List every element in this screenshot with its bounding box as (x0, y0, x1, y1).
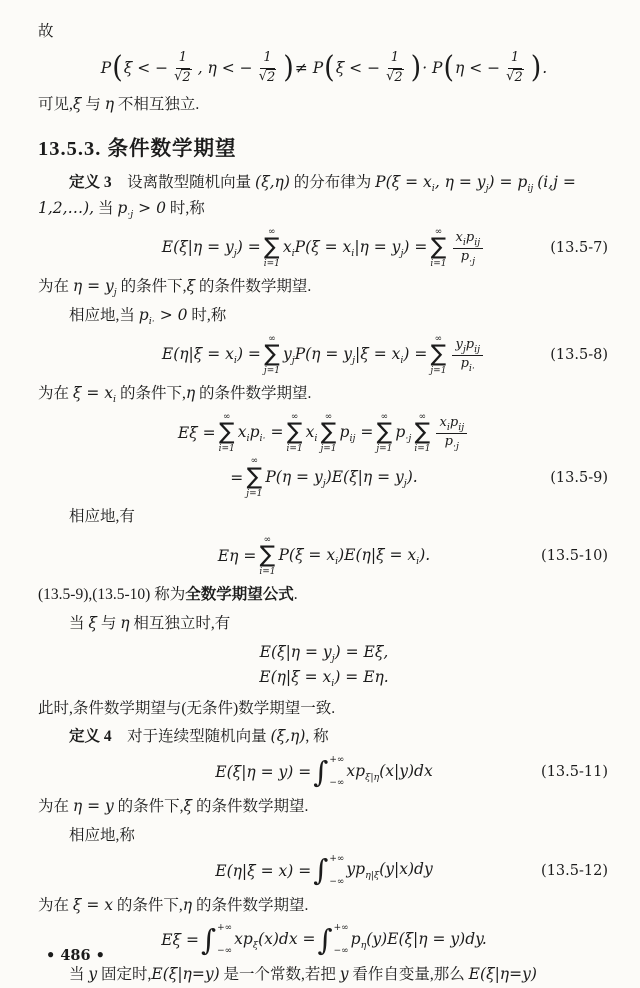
equation-label: (13.5-12) (541, 862, 608, 879)
equation-row (38, 755, 610, 789)
equation-body: P ( ξ < − 1 √ 2 , η < − 1 √ 2 ) ≠ P ( ξ < − 1 √ 2 ) · P ( η < − 1 √ 2 ) . (100, 49, 548, 85)
math-inline: $P(\xi = x_i$, $\eta = y_j) = p_{ij}$ (375, 173, 534, 195)
math-run: $E(\xi|\eta = y_j) = E\xi$, (259, 643, 389, 665)
equation-row (38, 50, 610, 87)
text-run: 时,称 (187, 306, 227, 324)
math-inline: (i,j = 1,2,…), (38, 173, 576, 217)
math-inline: y (88, 965, 98, 984)
text-run: 的条件下, (116, 385, 186, 403)
sqrt-radical: √ 2 (174, 68, 191, 85)
math-inline: ξ = x (72, 895, 114, 914)
summation: ∞ ∑ j=1 (246, 456, 263, 499)
equation-label: (13.5-7) (550, 239, 608, 256)
math-inline: ξ (183, 797, 193, 816)
math-inline: η (120, 613, 130, 632)
math-run: $x_ip_{i\cdot}$ = (237, 422, 284, 444)
text-run: 的分布律为 (289, 174, 376, 192)
equation-body (230, 456, 417, 499)
equation-label: (13.5-11) (541, 764, 608, 781)
text-run: 相应地,称 (69, 826, 135, 844)
math-inline: ξ (186, 277, 196, 296)
text-run: 的条件数学期望. (192, 896, 309, 914)
math-run: · P (422, 59, 443, 78)
math-run: η < − (455, 59, 501, 78)
summation: ∞ ∑ j=1 (320, 411, 337, 455)
math-run: $x_iP(\xi = x_i|\eta = y_j)$ = (282, 237, 428, 259)
paragraph (38, 170, 610, 221)
summation: ∞ ∑ i=1 (286, 411, 303, 455)
text-run: 相应地,当 (69, 306, 139, 324)
text-run: 为在 (38, 896, 73, 914)
math-inline: E(ξ|η=y) (468, 965, 537, 984)
equation-body (218, 535, 430, 578)
equation-block (38, 535, 610, 578)
paragraph (38, 794, 610, 820)
fraction: 1 √ 2 (386, 49, 403, 85)
sqrt-radical: √ 2 (258, 68, 276, 85)
text-run: 定义 4 (69, 728, 112, 746)
fraction: 1 √ 2 (174, 49, 191, 85)
equation-body (260, 643, 389, 663)
math-inline: η (185, 384, 196, 403)
equation-label: (13.5-10) (541, 547, 608, 564)
math-run: $y_jP(\eta = y_j|\xi = x_i)$ = (282, 344, 428, 366)
text-run: 故 (38, 23, 54, 40)
summation: ∞ ∑ j=1 (263, 333, 280, 376)
summation: ∞ ∑ j=1 (376, 411, 393, 455)
text-run: 的条件下, (113, 896, 183, 914)
text-run: 当 (69, 966, 89, 984)
equation-label: (13.5-8) (550, 346, 608, 363)
section-heading (38, 131, 610, 161)
math-run: Eξ = (161, 931, 200, 950)
text-run: 不相互独立. (114, 95, 200, 113)
math-inline: ξ (88, 613, 97, 632)
paragraph (38, 696, 610, 722)
math-inline: $\xi = x_i$ (72, 384, 117, 405)
equation-body (178, 412, 470, 455)
equation-body (162, 227, 486, 270)
equation-body (259, 668, 388, 688)
math-inline: $p_{i\cdot} > 0$ (138, 305, 188, 327)
fraction: 1 √ 2 (506, 49, 523, 85)
text-run: 全数学期望公式 (185, 586, 294, 604)
text-run: 为在 (38, 278, 73, 296)
summation: ∞ ∑ i=1 (430, 226, 447, 269)
equation-block (38, 412, 610, 499)
text-run: 相互独立时,有 (129, 614, 231, 632)
math-run: E(ξ|η = y) = (215, 763, 312, 782)
equation-block (38, 923, 610, 957)
math-run: $E(\xi|\eta = y_j)$ = (161, 237, 261, 259)
text-run: (13.5-9),(13.5-10) 称为 (38, 586, 186, 604)
math-run: $p_{\cdot j}$ (395, 422, 412, 444)
summation: ∞ ∑ j=1 (430, 333, 447, 376)
equation-row (38, 227, 610, 270)
equation-body (162, 334, 486, 377)
text-run: 当 (94, 199, 118, 217)
equation-block (38, 227, 610, 270)
math-inline: η (182, 895, 193, 914)
math-run: $P(\xi = x_i)E(\eta|\xi = x_i)$. (278, 545, 431, 567)
text-run: 是一个常数,若把 (219, 966, 340, 984)
paragraph (38, 893, 610, 919)
equation-block (38, 50, 610, 87)
text-run: 与 (81, 95, 105, 113)
equation-body (215, 855, 432, 887)
math-run: , η < − (197, 59, 253, 78)
paragraph (38, 962, 610, 988)
math-run: $E(\eta|\xi = x_i) = E\eta$. (259, 668, 389, 690)
summation: ∞ ∑ i=1 (218, 411, 235, 455)
math-inline: $\eta = y_j$ (72, 277, 117, 298)
math-run: P (100, 59, 112, 78)
integral: ∫ +∞ −∞ (317, 922, 349, 957)
text-run: 13.5.3. 条件数学期望 (38, 138, 237, 161)
paragraph (38, 303, 610, 329)
integral: ∫ +∞ −∞ (201, 922, 233, 957)
summation: ∞ ∑ i=1 (259, 534, 276, 577)
paragraph (38, 823, 610, 849)
text-run: 为在 (38, 798, 73, 816)
page-content (38, 19, 610, 988)
equation-block (38, 334, 610, 377)
sqrt-radical: √ 2 (386, 68, 403, 85)
sqrt-radical: √ 2 (506, 68, 523, 85)
math-run: $p_{ij}$ = (339, 422, 374, 444)
text-run: 时,称 (165, 199, 205, 217)
equation-row (38, 854, 610, 888)
text-run: 的条件下, (113, 798, 184, 816)
math-inline: η = y (72, 797, 114, 816)
math-run: ξ < − (123, 59, 169, 78)
fraction: $\frac{x_ip_{ij}}{p_{\cdot j}}$ (436, 415, 467, 452)
integral: ∫ +∞ −∞ (313, 853, 345, 887)
paragraph (38, 381, 610, 407)
math-inline: ξ (72, 94, 82, 113)
text-run: 的条件数学期望. (195, 385, 312, 403)
math-run: $yp_{\eta|\xi}(y|x)dy$ (346, 860, 433, 882)
math-run: $p_\eta(y)E(\xi|\eta = y)dy$. (350, 930, 487, 951)
equation-row (38, 667, 610, 691)
text-run: 设离散型随机向量 (111, 174, 256, 192)
equation-row (38, 456, 610, 499)
equation-row (38, 412, 610, 455)
text-run: 的条件数学期望. (192, 798, 309, 816)
fraction: $\frac{x_ip_{ij}}{p_{\cdot j}}$ (453, 230, 484, 267)
paragraph (38, 724, 610, 750)
math-run: ξ < − (335, 59, 381, 78)
math-run: E(η|ξ = x) = (215, 861, 312, 880)
paragraph (38, 611, 610, 637)
text-run: 相应地,有 (69, 507, 135, 525)
fraction: $\frac{y_jp_{ij}}{p_{i\cdot}}$ (452, 337, 483, 374)
equation-body (161, 924, 487, 956)
paragraph (38, 92, 610, 118)
math-run: $P(\eta = y_j)E(\xi|\eta = y_j)$. (265, 467, 418, 489)
math-inline: (ξ,η) (270, 727, 306, 746)
math-run: Eη = (217, 546, 257, 565)
text-run: 的条件下, (116, 278, 187, 296)
math-run: $xp_\xi(x)dx$ = (234, 930, 316, 951)
text-run: 看作自变量,那么 (348, 966, 469, 984)
text-run: 当 (69, 614, 89, 632)
equation-label: (13.5-9) (550, 469, 608, 486)
equation-row (38, 535, 610, 578)
math-inline: η (104, 94, 114, 113)
text-run: 固定时, (97, 966, 152, 984)
summation: ∞ ∑ i=1 (414, 411, 431, 455)
text-run: 的条件数学期望. (195, 278, 312, 296)
integral: ∫ +∞ −∞ (313, 754, 345, 789)
text-run: 为在 (38, 385, 73, 403)
page-number: • 486 • (46, 947, 105, 964)
equation-block (38, 642, 610, 691)
text-run: 定义 3 (69, 174, 112, 192)
paragraph (38, 504, 610, 530)
equation-block (38, 854, 610, 888)
paragraph (38, 274, 610, 300)
math-run: = (230, 468, 244, 487)
math-run: $xp_{\xi|\eta}(x|y)dx$ (346, 761, 433, 783)
math-inline: $p_{\cdot j} > 0$ (117, 198, 166, 220)
paragraph (38, 582, 610, 608)
math-run: $x_i$ (305, 422, 318, 444)
text-run: 此时,条件数学期望与(无条件)数学期望一致. (38, 699, 336, 717)
text-run: , 称 (305, 728, 329, 746)
math-run: Eξ = (177, 424, 216, 443)
equation-block (38, 755, 610, 789)
equation-row (38, 923, 610, 957)
math-run: ≠ P (294, 59, 324, 78)
fraction: 1 √ 2 (258, 49, 276, 85)
math-run: . (542, 59, 548, 78)
text-run: 与 (96, 614, 121, 632)
summation: ∞ ∑ i=1 (263, 226, 280, 269)
equation-body (215, 756, 432, 788)
text-run: . (293, 586, 298, 604)
math-inline: y (339, 965, 349, 984)
math-inline: E(ξ|η=y) (151, 965, 220, 984)
equation-row (38, 642, 610, 666)
math-run: $E(\eta|\xi = x_i)$ = (161, 344, 261, 366)
math-inline: (ξ,η) (255, 173, 290, 192)
text-run: 可见, (38, 95, 73, 113)
equation-row (38, 334, 610, 377)
text-run: 对于连续型随机向量 (111, 728, 271, 746)
paragraph (38, 19, 610, 45)
